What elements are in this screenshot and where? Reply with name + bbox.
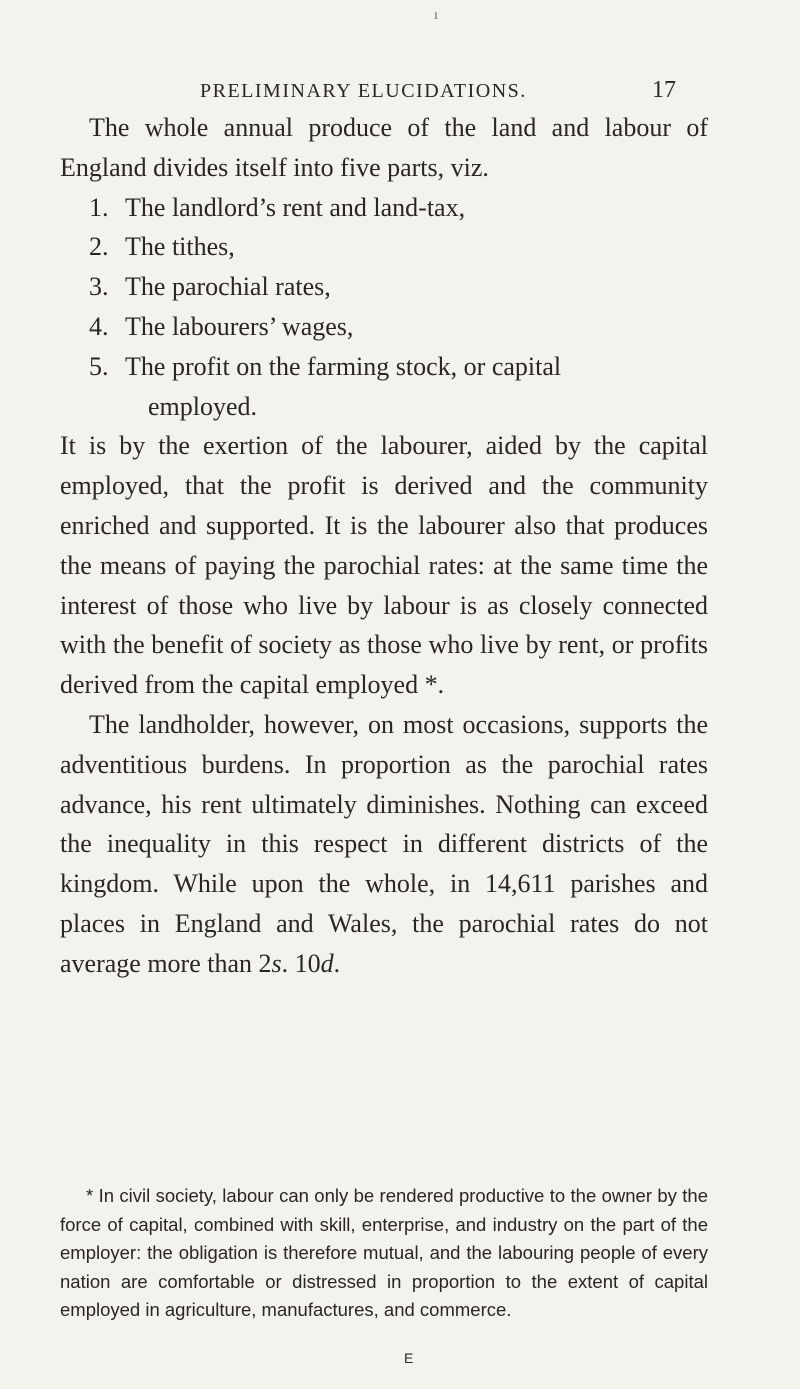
footnote bbox=[60, 1182, 708, 1325]
signature-mark: E bbox=[404, 1350, 414, 1366]
list-item bbox=[60, 267, 708, 307]
shillings-abbrev: s bbox=[271, 948, 282, 978]
list-number: 2. bbox=[89, 232, 109, 262]
list-text: The profit on the farming stock, or capital bbox=[125, 351, 562, 381]
list-item bbox=[60, 307, 708, 347]
list-text: The landlord’s rent and land-tax, bbox=[125, 192, 466, 222]
pence-abbrev: d bbox=[320, 948, 334, 978]
sentence-end: . bbox=[333, 948, 341, 978]
list-text: The labourers’ wages, bbox=[125, 311, 354, 341]
top-mark: ı bbox=[434, 8, 438, 23]
list-item bbox=[60, 188, 708, 228]
paragraph-landholder bbox=[60, 705, 708, 984]
paragraph-landholder-text: The landholder, however, on most occasions, supports the adventitious burdens. In proportion as the parochial rates advance, his rent ultimately diminishes. Nothing can exceed the inequality in this respect in different districts of the kingdom. While upon the whole, in 14,611 parishes and places in England and Wales, the parochial rates do not average more than 2 bbox=[60, 709, 708, 978]
list-item bbox=[60, 347, 708, 387]
list-number: 1. bbox=[89, 192, 109, 222]
paragraph-labourer: It is by the exertion of the labourer, aided by the capital employed, that the profit is derived and the community enriched and supported. It is the labourer also that produces the means of paying the parochial rates: at the same time the interest of those who live by labour is as closely connected with the benefit of society as those who live by rent, or profits derived from the capital employed *. bbox=[60, 431, 708, 700]
list-item bbox=[60, 227, 708, 267]
amount-separator: . 10 bbox=[281, 948, 321, 978]
list-text: The tithes, bbox=[125, 232, 235, 262]
footnote-text: * In civil society, labour can only be rendered productive to the owner by the force of capital, combined with skill, enterprise, and industry on the part of the employer: the obligation is therefore mutual, and the labouring people of every nation are comfortable or distressed in proportion to the extent of capital employed in agriculture, manufactures, and commerce. bbox=[60, 1185, 708, 1320]
body-text bbox=[60, 108, 708, 984]
list-item-continuation: employed. bbox=[148, 391, 258, 421]
list-number: 3. bbox=[89, 272, 109, 302]
page-number: 17 bbox=[652, 77, 676, 103]
list-number: 4. bbox=[89, 311, 109, 341]
header-title: PRELIMINARY ELUCIDATIONS. bbox=[200, 80, 527, 102]
list-number: 5. bbox=[89, 351, 109, 381]
intro-paragraph: The whole annual produce of the land and labour of England divides itself into five parts, viz. bbox=[60, 113, 708, 182]
list-text: The parochial rates, bbox=[125, 272, 331, 302]
